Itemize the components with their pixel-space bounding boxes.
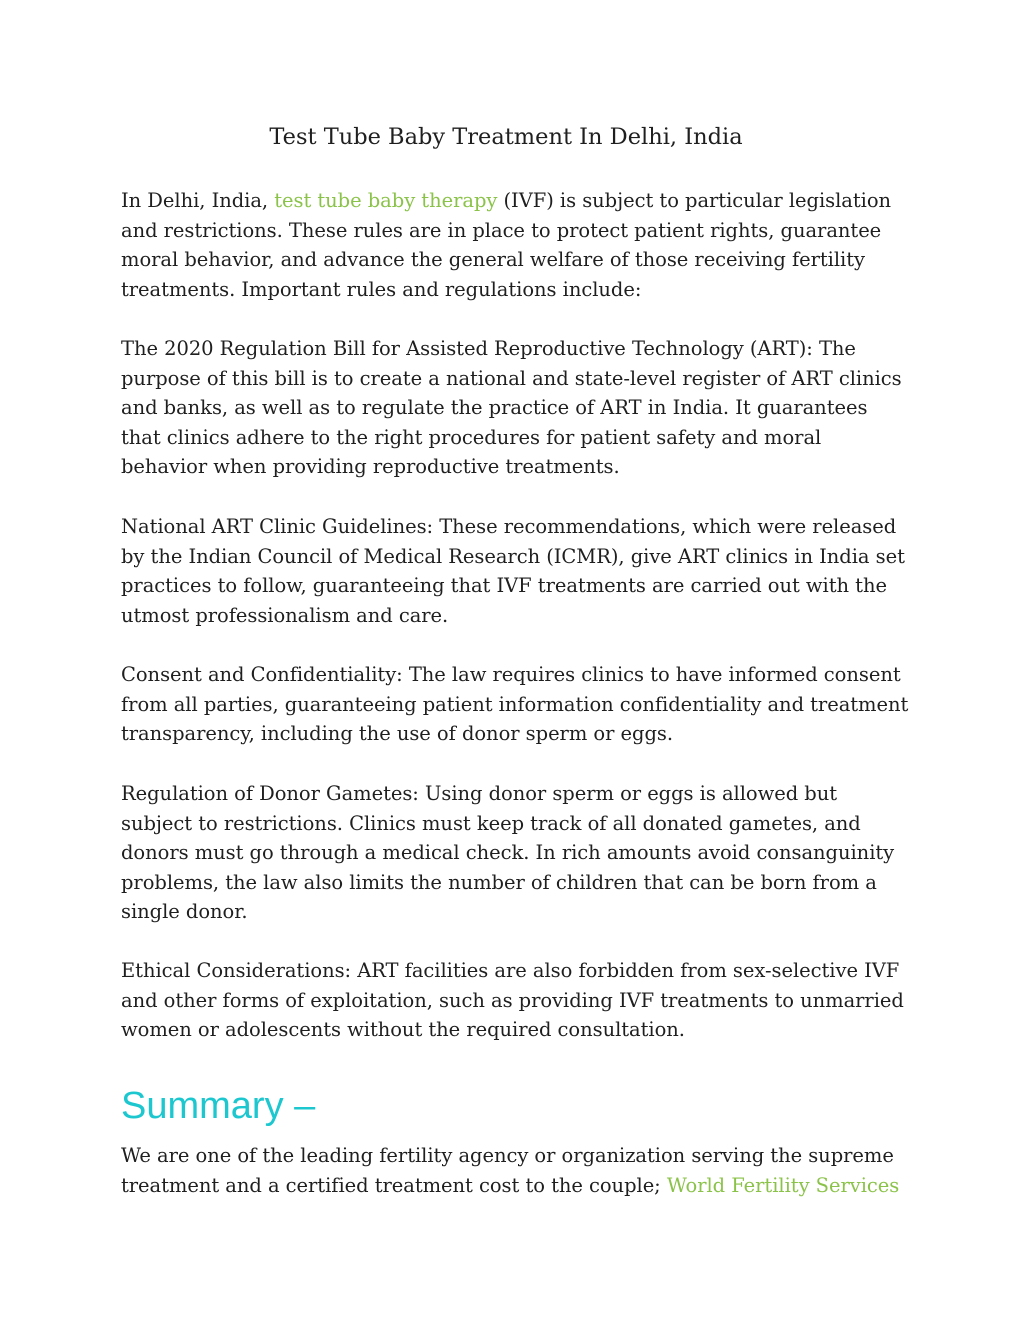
intro-text-end: (IVF) is subject to particular legislation and restrictions. These rules are in place to protect patient rights, guarantee moral behavior, and advance the general welfare of those receiving fertility treatments. Important rules and regulations include: — [121, 189, 892, 301]
intro-paragraph — [121, 186, 911, 304]
summary-heading: Summary – — [121, 1085, 316, 1127]
clinic-guidelines-paragraph: National ART Clinic Guidelines: These recommendations, which were released by the Indian Council of Medical Research (ICMR), give ART clinics in India set practices to follow, guaranteeing that IVF treatments are carried out with the utmost professionalism and care. — [121, 515, 905, 627]
summary-paragraph — [121, 1141, 911, 1200]
test-tube-baby-therapy-link[interactable]: test tube baby therapy — [274, 189, 498, 212]
art-regulation-bill-paragraph: The 2020 Regulation Bill for Assisted Reproductive Technology (ART): The purpose of this bill is to create a national and state-level register of ART clinics and banks, as well as to regulate the practice of ART in India. It guarantees that clinics adhere to the right procedures for patient safety and moral behavior when providing reproductive treatments. — [121, 337, 902, 479]
document-title: Test Tube Baby Treatment In Delhi, India — [269, 124, 743, 150]
donor-gametes-paragraph: Regulation of Donor Gametes: Using donor sperm or eggs is allowed but subject to restrictions. Clinics must keep track of all donated gametes, and donors must go through a medical check. In rich amounts avoid consanguinity problems, the law also limits the number of children that can be born from a single donor. — [121, 782, 895, 924]
summary-text: We are one of the leading fertility agency or organization serving the supreme treatment and a certified treatment cost to the couple; — [121, 1144, 894, 1197]
consent-confidentiality-paragraph: Consent and Confidentiality: The law requires clinics to have informed consent from all parties, guaranteeing patient information confidentiality and treatment transparency, including the use of donor sperm or eggs. — [121, 663, 909, 746]
ethical-considerations-paragraph: Ethical Considerations: ART facilities are also forbidden from sex-selective IVF and other forms of exploitation, such as providing IVF treatments to unmarried women or adolescents without the required consultation. — [121, 959, 904, 1042]
world-fertility-services-link[interactable]: World Fertility Services — [666, 1173, 900, 1197]
intro-text-start: In Delhi, India, — [121, 189, 275, 212]
